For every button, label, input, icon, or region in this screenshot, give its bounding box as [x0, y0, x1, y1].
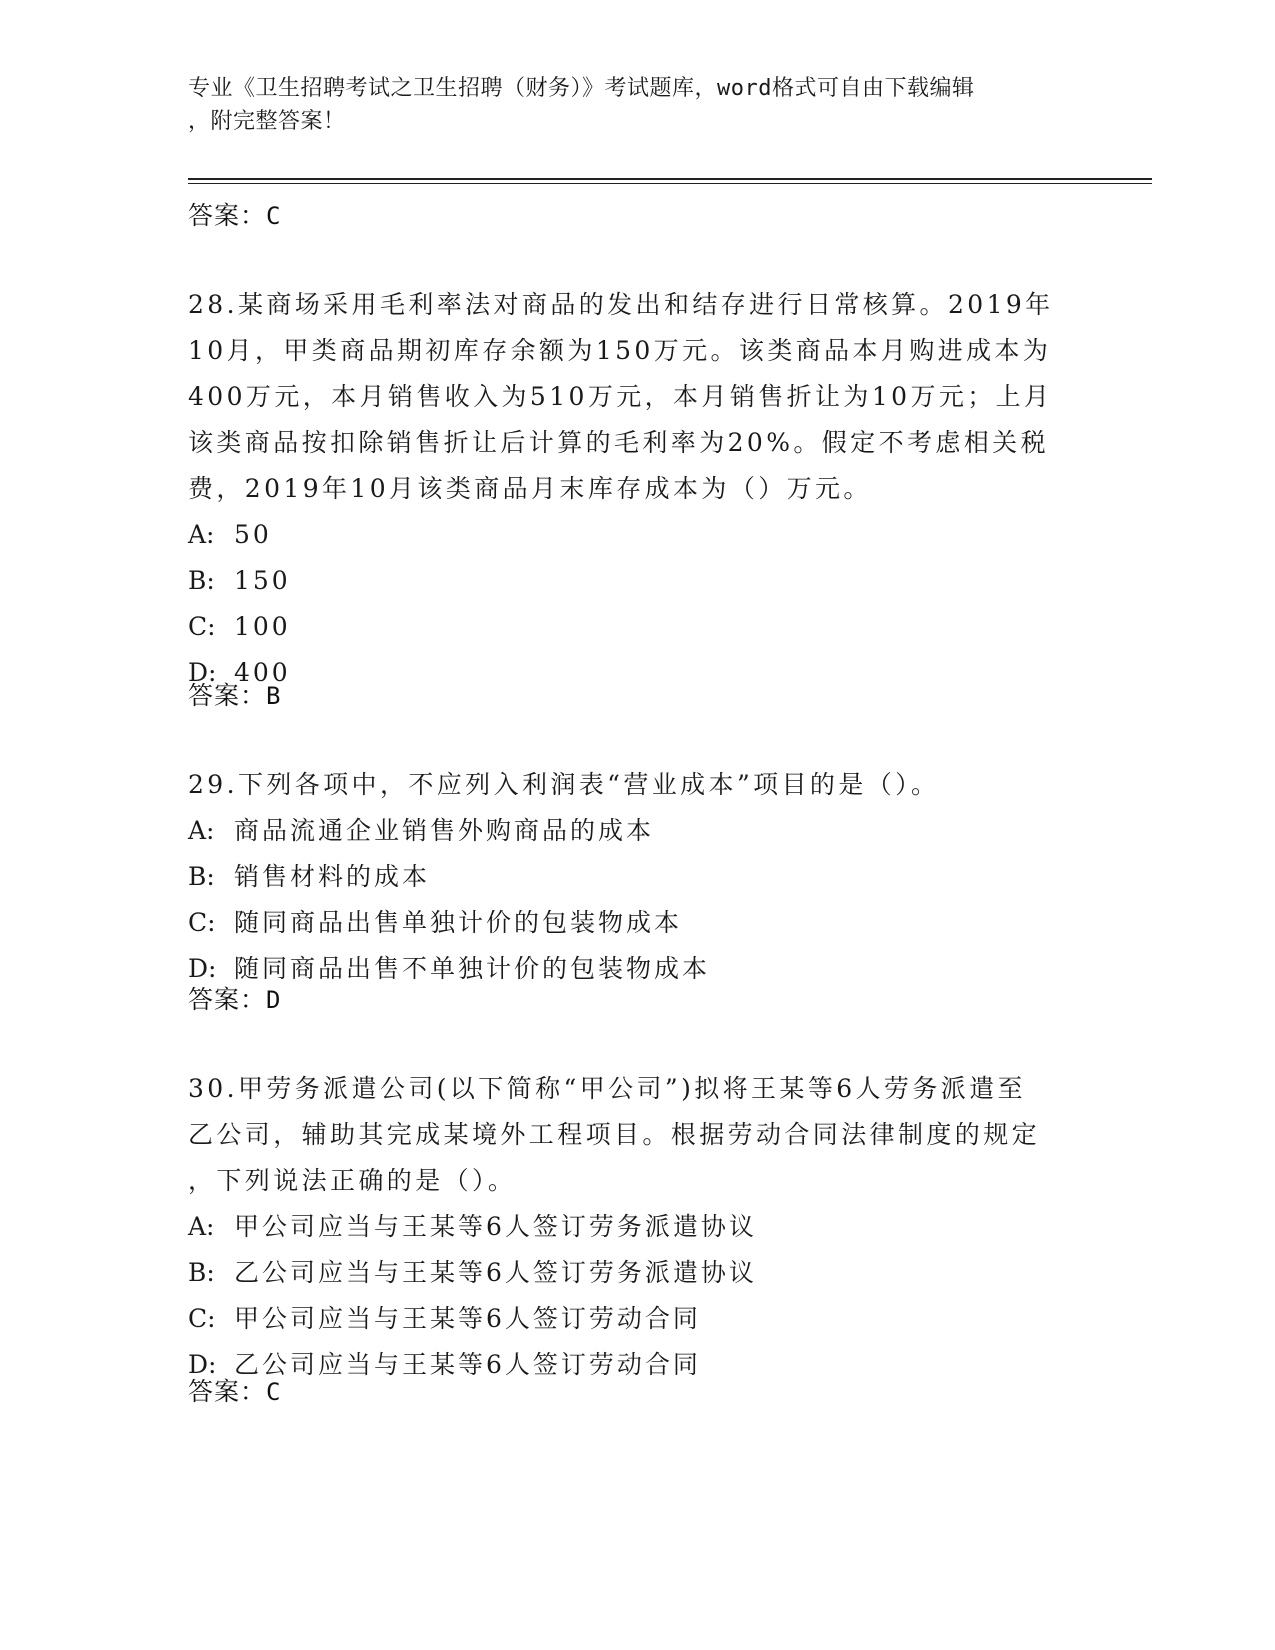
option-d: [188, 1342, 1068, 1388]
option-c: [188, 1296, 1068, 1342]
option-letter: D:: [188, 954, 217, 983]
stem-line: ，下列说法正确的是（）。: [188, 1166, 517, 1195]
option-text: 随同商品出售单独计价的包装物成本: [234, 908, 683, 937]
option-a: [188, 512, 1068, 558]
header-line-1: 专业《卫生招聘考试之卫生招聘（财务）》考试题库，word格式可自由下载编辑: [188, 76, 975, 101]
option-a: [188, 1204, 1068, 1250]
option-text: 150: [234, 566, 291, 595]
stem-line: 400万元，本月销售收入为510万元，本月销售折让为10万元；上月: [188, 382, 1053, 411]
option-letter: B:: [188, 862, 215, 891]
option-letter: C:: [188, 908, 216, 937]
option-text: 50: [234, 520, 272, 549]
answer-prefix: 答案：: [188, 681, 267, 710]
stem-line: 费，2019年10月该类商品月末库存成本为（）万元。: [188, 474, 872, 503]
stem-line: 乙公司，辅助其完成某境外工程项目。根据劳动合同法律制度的规定: [188, 1120, 1041, 1149]
answer-value: C: [266, 1378, 282, 1406]
option-b: [188, 558, 1068, 604]
answer-value: B: [266, 682, 282, 710]
answer-prefix: 答案：: [188, 1377, 267, 1406]
stem-line: 该类商品按扣除销售折让后计算的毛利率为20%。假定不考虑相关税: [188, 428, 1049, 457]
option-text: 随同商品出售不单独计价的包装物成本: [234, 954, 711, 983]
option-d: [188, 946, 1068, 992]
option-text: 400: [234, 658, 291, 687]
option-text: 乙公司应当与王某等6人签订劳务派遣协议: [234, 1258, 757, 1287]
prev-answer-line: [188, 196, 281, 232]
option-letter: B:: [188, 566, 215, 595]
stem-line: 10月，甲类商品期初库存余额为150万元。该类商品本月购进成本为: [188, 336, 1052, 365]
option-letter: B:: [188, 1258, 215, 1287]
answer-value: D: [266, 986, 282, 1014]
option-b: [188, 854, 1068, 900]
stem-line: 30.甲劳务派遣公司(以下简称“甲公司”)拟将王某等6人劳务派遣至: [188, 1074, 1026, 1103]
option-letter: A:: [188, 1212, 215, 1241]
answer-line-29: [188, 980, 281, 1016]
option-c: [188, 900, 1068, 946]
page-header: [188, 72, 1068, 138]
question-stem: [188, 1066, 1068, 1204]
header-line-2: ，附完整答案！: [188, 109, 346, 134]
answer-line-30: [188, 1372, 281, 1408]
option-text: 乙公司应当与王某等6人签订劳动合同: [234, 1350, 701, 1379]
answer-prefix: 答案：: [188, 985, 267, 1014]
question-30: [188, 1066, 1068, 1388]
option-text: 甲公司应当与王某等6人签订劳动合同: [234, 1304, 701, 1333]
answer-line-28: [188, 676, 281, 712]
option-letter: D:: [188, 1350, 217, 1379]
option-letter: C:: [188, 1304, 216, 1333]
option-letter: C:: [188, 612, 216, 641]
option-a: [188, 808, 1068, 854]
option-d: [188, 650, 1068, 696]
answer-value: C: [266, 202, 282, 230]
stem-line: 28.某商场采用毛利率法对商品的发出和结存进行日常核算。2019年: [188, 290, 1054, 319]
option-text: 100: [234, 612, 291, 641]
option-letter: A:: [188, 816, 215, 845]
option-letter: D:: [188, 658, 217, 687]
stem-line: 29.下列各项中，不应列入利润表“营业成本”项目的是（）。: [188, 770, 940, 799]
option-letter: A:: [188, 520, 215, 549]
option-c: [188, 604, 1068, 650]
question-28: [188, 282, 1068, 696]
option-text: 销售材料的成本: [234, 862, 431, 891]
header-rule-thin: [188, 183, 1152, 184]
answer-prefix: 答案：: [188, 201, 267, 230]
option-text: 商品流通企业销售外购商品的成本: [234, 816, 655, 845]
question-29: [188, 762, 1068, 992]
question-stem: [188, 762, 1068, 808]
option-text: 甲公司应当与王某等6人签订劳务派遣协议: [234, 1212, 757, 1241]
header-rule: [188, 178, 1152, 180]
question-stem: [188, 282, 1068, 512]
option-b: [188, 1250, 1068, 1296]
